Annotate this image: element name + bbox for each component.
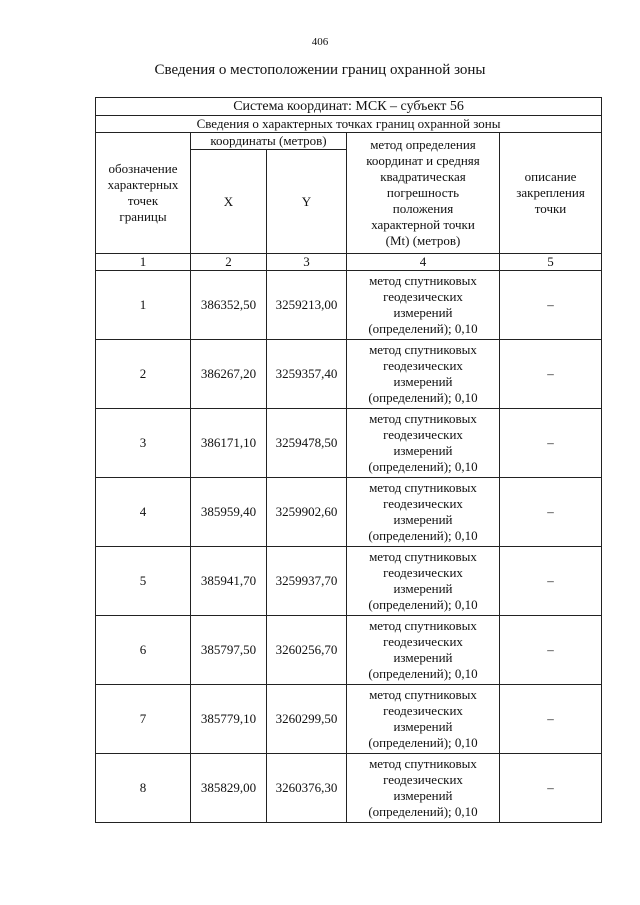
method-line: (определений); 0,10 <box>368 666 478 681</box>
fixing-description-header: описание закрепления точки <box>500 133 602 254</box>
table-row <box>96 547 602 616</box>
method-line: метод спутниковых <box>369 549 477 564</box>
x-coordinate-cell: 386267,20 <box>191 340 267 409</box>
method-cell <box>347 685 500 754</box>
method-line: метод спутниковых <box>369 687 477 702</box>
point-number-cell: 4 <box>96 478 191 547</box>
y-coordinate-cell: 3259478,50 <box>267 409 347 478</box>
fixing-description-cell: – <box>500 754 602 823</box>
y-coordinate-cell: 3260256,70 <box>267 616 347 685</box>
table-row <box>96 685 602 754</box>
method-line: измерений <box>393 374 453 389</box>
column-number: 3 <box>267 254 347 271</box>
point-number-cell: 1 <box>96 271 191 340</box>
point-designation-header: обозначение характерных точек границы <box>96 133 191 254</box>
method-line: измерений <box>393 443 453 458</box>
method-line: геодезических <box>383 634 463 649</box>
column-number: 1 <box>96 254 191 271</box>
method-line: геодезических <box>383 496 463 511</box>
point-number-cell: 2 <box>96 340 191 409</box>
method-line: геодезических <box>383 427 463 442</box>
point-number-cell: 3 <box>96 409 191 478</box>
y-header: Y <box>267 150 347 254</box>
point-number-cell: 7 <box>96 685 191 754</box>
method-line: метод спутниковых <box>369 618 477 633</box>
method-line: (определений); 0,10 <box>368 735 478 750</box>
method-cell <box>347 754 500 823</box>
x-coordinate-cell: 386171,10 <box>191 409 267 478</box>
table-row <box>96 271 602 340</box>
method-line: геодезических <box>383 289 463 304</box>
method-line: геодезических <box>383 772 463 787</box>
method-cell <box>347 409 500 478</box>
method-line: геодезических <box>383 358 463 373</box>
method-line: метод спутниковых <box>369 411 477 426</box>
method-line: (определений); 0,10 <box>368 321 478 336</box>
fixing-description-cell: – <box>500 616 602 685</box>
coordinate-system-header: Система координат: МСК – субъект 56 <box>96 98 602 116</box>
table-row <box>96 754 602 823</box>
method-line: (определений); 0,10 <box>368 597 478 612</box>
table-row <box>96 616 602 685</box>
y-coordinate-cell: 3260376,30 <box>267 754 347 823</box>
method-cell <box>347 616 500 685</box>
method-line: метод спутниковых <box>369 342 477 357</box>
method-cell <box>347 340 500 409</box>
point-number-cell: 6 <box>96 616 191 685</box>
column-number: 4 <box>347 254 500 271</box>
y-coordinate-cell: 3259902,60 <box>267 478 347 547</box>
method-line: измерений <box>393 581 453 596</box>
method-cell <box>347 547 500 616</box>
coordinates-header: координаты (метров) <box>191 133 347 150</box>
y-coordinate-cell: 3260299,50 <box>267 685 347 754</box>
method-cell <box>347 478 500 547</box>
x-coordinate-cell: 385941,70 <box>191 547 267 616</box>
method-header: метод определения координат и средняя квадратическая погрешность положения характерной точки (Mt) (метров) <box>347 133 500 254</box>
x-coordinate-cell: 385779,10 <box>191 685 267 754</box>
method-line: геодезических <box>383 703 463 718</box>
x-header: X <box>191 150 267 254</box>
column-number: 5 <box>500 254 602 271</box>
method-line: измерений <box>393 512 453 527</box>
fixing-description-cell: – <box>500 409 602 478</box>
method-line: геодезических <box>383 565 463 580</box>
table-subtitle: Сведения о характерных точках границ охранной зоны <box>96 116 602 133</box>
x-coordinate-cell: 385959,40 <box>191 478 267 547</box>
y-coordinate-cell: 3259937,70 <box>267 547 347 616</box>
method-line: метод спутниковых <box>369 480 477 495</box>
point-number-cell: 8 <box>96 754 191 823</box>
boundary-points-table <box>95 97 602 823</box>
table-row <box>96 340 602 409</box>
column-number: 2 <box>191 254 267 271</box>
method-cell <box>347 271 500 340</box>
x-coordinate-cell: 386352,50 <box>191 271 267 340</box>
point-number-cell: 5 <box>96 547 191 616</box>
y-coordinate-cell: 3259357,40 <box>267 340 347 409</box>
fixing-description-cell: – <box>500 685 602 754</box>
method-line: (определений); 0,10 <box>368 459 478 474</box>
x-coordinate-cell: 385829,00 <box>191 754 267 823</box>
fixing-description-cell: – <box>500 340 602 409</box>
document-title: Сведения о местоположении границ охранной зоны <box>154 62 486 78</box>
method-line: (определений); 0,10 <box>368 528 478 543</box>
x-coordinate-cell: 385797,50 <box>191 616 267 685</box>
method-line: измерений <box>393 719 453 734</box>
method-line: метод спутниковых <box>369 756 477 771</box>
method-line: (определений); 0,10 <box>368 804 478 819</box>
fixing-description-cell: – <box>500 271 602 340</box>
table-row <box>96 409 602 478</box>
page-number: 406 <box>311 36 329 48</box>
method-line: измерений <box>393 650 453 665</box>
table-row <box>96 478 602 547</box>
method-line: измерений <box>393 305 453 320</box>
method-line: метод спутниковых <box>369 273 477 288</box>
fixing-description-cell: – <box>500 478 602 547</box>
y-coordinate-cell: 3259213,00 <box>267 271 347 340</box>
method-line: (определений); 0,10 <box>368 390 478 405</box>
method-line: измерений <box>393 788 453 803</box>
fixing-description-cell: – <box>500 547 602 616</box>
